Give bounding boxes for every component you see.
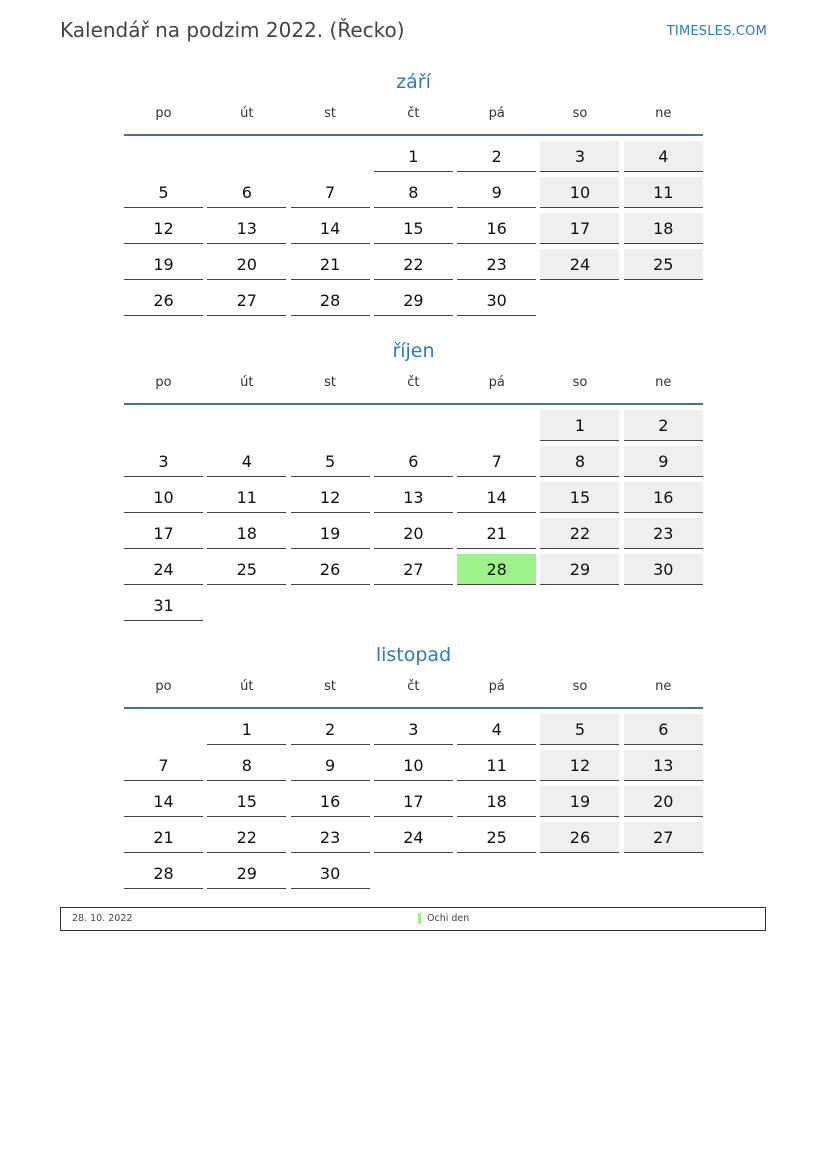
day-cell: 21	[124, 822, 203, 853]
day-cell: 26	[124, 285, 203, 316]
day-cell: 4	[457, 714, 536, 745]
weekday-label: pá	[488, 106, 505, 121]
day-cell: 7	[457, 446, 536, 477]
weekday-label: pá	[488, 375, 505, 390]
day-cell: 4	[624, 141, 703, 172]
day-cell: 10	[124, 482, 203, 513]
weekday-label: út	[240, 106, 254, 121]
day-cell: 24	[124, 554, 203, 585]
day-cell: 20	[624, 786, 703, 817]
day-cell: 11	[457, 750, 536, 781]
day-cell: 22	[207, 822, 286, 853]
month-name: září	[396, 71, 431, 93]
day-cell: 2	[291, 714, 370, 745]
day-cell: 8	[374, 177, 453, 208]
month-name: listopad	[375, 644, 452, 666]
day-cell: 29	[540, 554, 619, 585]
month-november	[124, 641, 703, 889]
day-cell: 19	[540, 786, 619, 817]
weekday-label: po	[155, 375, 172, 390]
weekday-label: ne	[655, 106, 672, 121]
day-grid	[124, 410, 703, 621]
empty-cell	[457, 410, 536, 441]
day-cell: 25	[624, 249, 703, 280]
day-cell: 20	[374, 518, 453, 549]
day-cell: 1	[540, 410, 619, 441]
day-cell: 3	[374, 714, 453, 745]
day-cell: 16	[457, 213, 536, 244]
empty-cell	[207, 141, 286, 172]
holiday-legend	[60, 907, 766, 931]
site-link[interactable]: TIMESLES.COM	[666, 24, 767, 39]
legend-color-swatch	[418, 913, 421, 924]
weekday-label: so	[572, 679, 588, 694]
day-cell: 17	[124, 518, 203, 549]
day-cell: 23	[624, 518, 703, 549]
day-cell: 16	[624, 482, 703, 513]
day-cell: 12	[124, 213, 203, 244]
day-cell: 1	[207, 714, 286, 745]
day-grid	[124, 141, 703, 316]
day-cell: 23	[457, 249, 536, 280]
day-cell: 5	[540, 714, 619, 745]
day-cell: 7	[124, 750, 203, 781]
page-title: Kalendář na podzim 2022. (Řecko)	[60, 18, 405, 42]
day-cell: 23	[291, 822, 370, 853]
day-cell: 19	[291, 518, 370, 549]
day-cell: 14	[457, 482, 536, 513]
day-cell: 30	[457, 285, 536, 316]
empty-cell	[291, 141, 370, 172]
day-cell: 14	[124, 786, 203, 817]
day-cell: 18	[457, 786, 536, 817]
day-cell: 22	[540, 518, 619, 549]
day-cell: 28	[124, 858, 203, 889]
day-cell: 3	[540, 141, 619, 172]
day-cell: 12	[291, 482, 370, 513]
day-cell: 7	[291, 177, 370, 208]
weekday-label: út	[240, 679, 254, 694]
day-cell: 5	[291, 446, 370, 477]
day-cell: 10	[374, 750, 453, 781]
weekday-label: čt	[407, 106, 420, 121]
day-cell: 18	[207, 518, 286, 549]
day-cell: 13	[207, 213, 286, 244]
day-cell: 30	[291, 858, 370, 889]
day-cell: 26	[291, 554, 370, 585]
day-cell: 10	[540, 177, 619, 208]
legend-label: Ochi den	[427, 913, 470, 924]
day-cell: 24	[540, 249, 619, 280]
day-cell: 9	[624, 446, 703, 477]
empty-cell	[124, 410, 203, 441]
day-cell: 15	[207, 786, 286, 817]
day-cell: 27	[624, 822, 703, 853]
day-cell: 15	[374, 213, 453, 244]
day-cell: 27	[207, 285, 286, 316]
weekday-header	[124, 677, 703, 709]
weekday-label: čt	[407, 679, 420, 694]
day-cell: 2	[624, 410, 703, 441]
day-cell: 4	[207, 446, 286, 477]
day-cell: 3	[124, 446, 203, 477]
day-cell: 22	[374, 249, 453, 280]
weekday-label: st	[324, 679, 337, 694]
day-cell: 1	[374, 141, 453, 172]
day-cell: 24	[374, 822, 453, 853]
day-cell: 21	[457, 518, 536, 549]
day-cell: 19	[124, 249, 203, 280]
day-cell: 29	[207, 858, 286, 889]
day-cell: 17	[374, 786, 453, 817]
day-cell: 25	[457, 822, 536, 853]
day-cell: 5	[124, 177, 203, 208]
weekday-label: čt	[407, 375, 420, 390]
weekday-label: po	[155, 679, 172, 694]
day-cell: 29	[374, 285, 453, 316]
day-cell: 6	[374, 446, 453, 477]
weekday-label: út	[240, 375, 254, 390]
weekday-label: st	[324, 106, 337, 121]
weekday-label: so	[572, 106, 588, 121]
day-cell: 28	[291, 285, 370, 316]
day-cell: 6	[624, 714, 703, 745]
day-cell: 15	[540, 482, 619, 513]
day-cell: 13	[374, 482, 453, 513]
day-cell: 9	[291, 750, 370, 781]
day-cell: 18	[624, 213, 703, 244]
empty-cell	[291, 410, 370, 441]
day-cell: 6	[207, 177, 286, 208]
legend-date: 28. 10. 2022	[72, 913, 133, 924]
day-cell: 2	[457, 141, 536, 172]
day-cell: 9	[457, 177, 536, 208]
day-cell: 21	[291, 249, 370, 280]
day-cell: 8	[207, 750, 286, 781]
day-cell: 8	[540, 446, 619, 477]
empty-cell	[374, 410, 453, 441]
month-name: říjen	[392, 340, 435, 362]
empty-cell	[207, 410, 286, 441]
day-cell: 13	[624, 750, 703, 781]
empty-cell	[124, 714, 203, 745]
day-cell: 30	[624, 554, 703, 585]
weekday-label: so	[572, 375, 588, 390]
day-cell: 17	[540, 213, 619, 244]
day-cell: 26	[540, 822, 619, 853]
day-cell: 14	[291, 213, 370, 244]
weekday-label: ne	[655, 679, 672, 694]
weekday-header	[124, 104, 703, 136]
day-cell: 16	[291, 786, 370, 817]
day-cell: 11	[207, 482, 286, 513]
weekday-label: po	[155, 106, 172, 121]
weekday-label: st	[324, 375, 337, 390]
weekday-label: ne	[655, 375, 672, 390]
day-cell: 27	[374, 554, 453, 585]
empty-cell	[124, 141, 203, 172]
holiday-day-cell: 28	[457, 554, 536, 585]
day-cell: 25	[207, 554, 286, 585]
month-september	[124, 68, 703, 316]
month-october	[124, 337, 703, 621]
day-grid	[124, 714, 703, 889]
day-cell: 20	[207, 249, 286, 280]
day-cell: 11	[624, 177, 703, 208]
weekday-label: pá	[488, 679, 505, 694]
weekday-header	[124, 373, 703, 405]
day-cell: 31	[124, 590, 203, 621]
day-cell: 12	[540, 750, 619, 781]
